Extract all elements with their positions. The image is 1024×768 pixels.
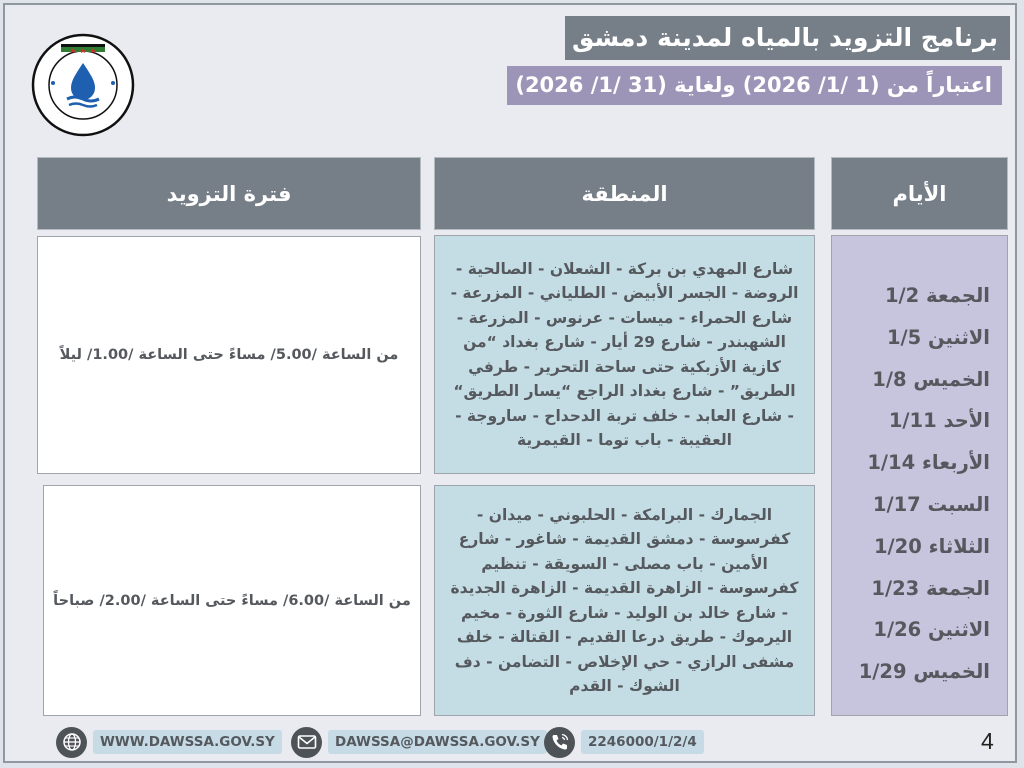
header-supply-period: فترة التزويد — [37, 157, 421, 230]
day-item: الخميس 1/8 — [872, 367, 990, 391]
area-text: شارع المهدي بن بركة - الشعلان - الصالحية - الروضة - الجسر الأبيض - الطلياني - المزرعة - شارع الحمراء - ميسات - عرنوس - المزرعة - الشهبندر - شارع 29 أيار - شارع بغداد “من كازية الأزبكية حتى ساحة التحرير - طرفي الطريق” - شارع بغداد الراجع “يسار الطريق“ - شارع العابد - خلف تربة الدحداح - ساروجة - العقيبة - باب توما - القيمرية — [450, 259, 799, 449]
supply-period-cell-1 — [37, 236, 421, 474]
email-text[interactable]: DAWSSA@DAWSSA.GOV.SY — [328, 730, 547, 754]
phone-text[interactable]: 2246000/1/2/4 — [581, 730, 704, 754]
area-text: الجمارك - البرامكة - الحلبوني - ميدان - كفرسوسة - دمشق القديمة - شاغور - شارع الأمين - باب مصلى - السويقة - تنظيم كفرسوسة - الزاهرة القديمة - الزاهرة الجديدة - شارع خالد بن الوليد - شارع الثورة - مخيم اليرموك - طريق درعا القديم - القتالة - خلف مشفى الرازي - حي الإخلاص - التضامن - دف الشوك - القدم — [450, 505, 799, 695]
page-number: 4 — [981, 728, 994, 754]
footer-email[interactable] — [291, 730, 547, 754]
day-item: الجمعة 1/2 — [884, 284, 990, 307]
globe-icon — [56, 727, 87, 758]
area-cell-2 — [434, 485, 815, 716]
header-area: المنطقة — [434, 157, 815, 230]
day-item: الأربعاء 1/14 — [867, 451, 990, 475]
website-text[interactable]: WWW.DAWSSA.GOV.SY — [93, 730, 282, 754]
date-range: اعتباراً من (1 /1/ 2026) ولغاية (31 /1/ 2026) — [507, 66, 1002, 105]
day-item: الجمعة 1/23 — [871, 576, 990, 600]
header-days: الأيام — [831, 157, 1008, 230]
footer-website[interactable] — [56, 730, 282, 754]
area-cell-1 — [434, 235, 815, 474]
footer-phone[interactable] — [544, 730, 704, 754]
page-title: برنامج التزويد بالمياه لمدينة دمشق — [565, 16, 1010, 60]
days-cell — [831, 235, 1008, 716]
day-item: الثلاثاء 1/20 — [873, 534, 990, 558]
day-item: الخميس 1/29 — [858, 660, 990, 684]
supply-period-text: من الساعة /6.00/ مساءً حتى الساعة /2.00/ صباحاً — [53, 592, 411, 609]
mail-icon — [291, 727, 322, 758]
day-item: الاثنين 1/26 — [873, 618, 990, 642]
logo — [31, 33, 135, 137]
day-item: الاثنين 1/5 — [886, 325, 990, 349]
day-item: الأحد 1/11 — [888, 409, 990, 433]
day-item: السبت 1/17 — [872, 492, 990, 516]
phone-icon — [544, 727, 575, 758]
supply-period-text: من الساعة /5.00/ مساءً حتى الساعة /1.00/ ليلاً — [59, 347, 399, 363]
supply-period-cell-2 — [43, 485, 421, 716]
